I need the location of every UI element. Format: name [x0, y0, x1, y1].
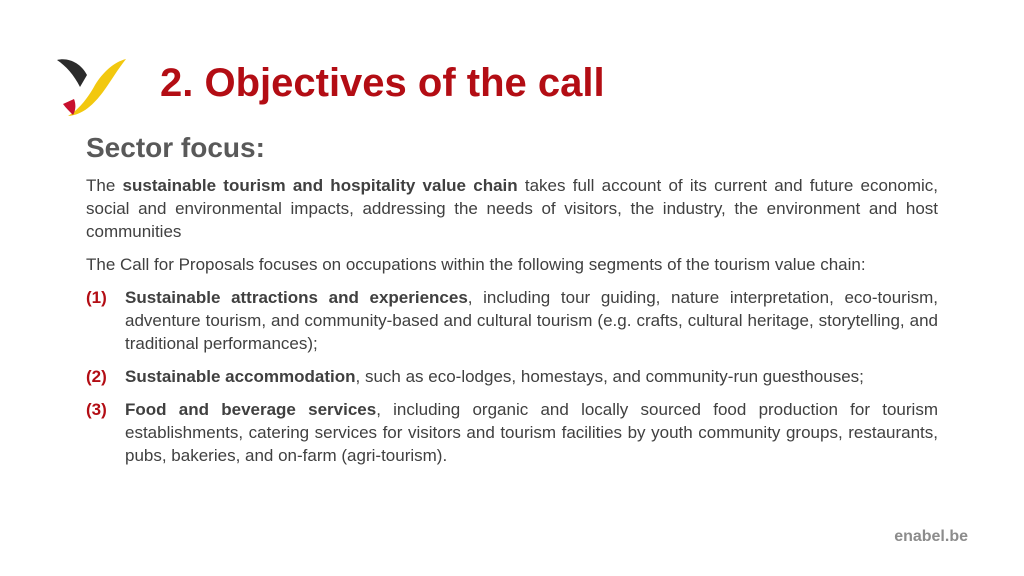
item-number: (1): [86, 288, 107, 307]
segment-list: [86, 286, 938, 467]
item-text: , including organic and locally sourced food production for tourism establishments, catering services for visitors and tourism facilities by youth community groups, restaurants, pubs, bakeries, and on-farm (agri-tourism).: [125, 400, 938, 465]
footer-brand: enabel.be: [894, 528, 968, 545]
logo-red-wing-shape: [63, 99, 75, 115]
slide-content: [86, 130, 938, 477]
item-heading: Sustainable attractions and experiences: [125, 288, 468, 307]
intro-paragraph: [86, 174, 938, 243]
intro-prefix: The: [86, 176, 123, 195]
list-item: [86, 286, 938, 355]
intro-rest: takes full account of its current and future economic, social and environmental impacts, addressing the needs of visitors, the industry, the environment and host communities: [86, 176, 938, 241]
logo-black-wing-shape: [57, 59, 87, 87]
item-text: , including tour guiding, nature interpretation, eco-tourism, adventure tourism, and community-based and cultural tourism (e.g. crafts, cultural heritage, storytelling, and traditional performances);: [125, 288, 938, 353]
item-heading: Sustainable accommodation: [125, 367, 356, 386]
list-item: [86, 365, 938, 388]
item-text: , such as eco-lodges, homestays, and community-run guesthouses;: [355, 367, 864, 386]
focus-paragraph: The Call for Proposals focuses on occupations within the following segments of the tourism value chain:: [86, 255, 866, 274]
section-heading: Sector focus:: [86, 132, 265, 163]
enabel-logo-icon: [54, 54, 128, 120]
page-title: 2. Objectives of the call: [160, 61, 605, 105]
intro-bold-phrase: sustainable tourism and hospitality value chain: [122, 176, 518, 195]
list-item: [86, 398, 938, 467]
item-number: (3): [86, 400, 107, 419]
item-number: (2): [86, 367, 107, 386]
item-heading: Food and beverage services: [125, 400, 377, 419]
